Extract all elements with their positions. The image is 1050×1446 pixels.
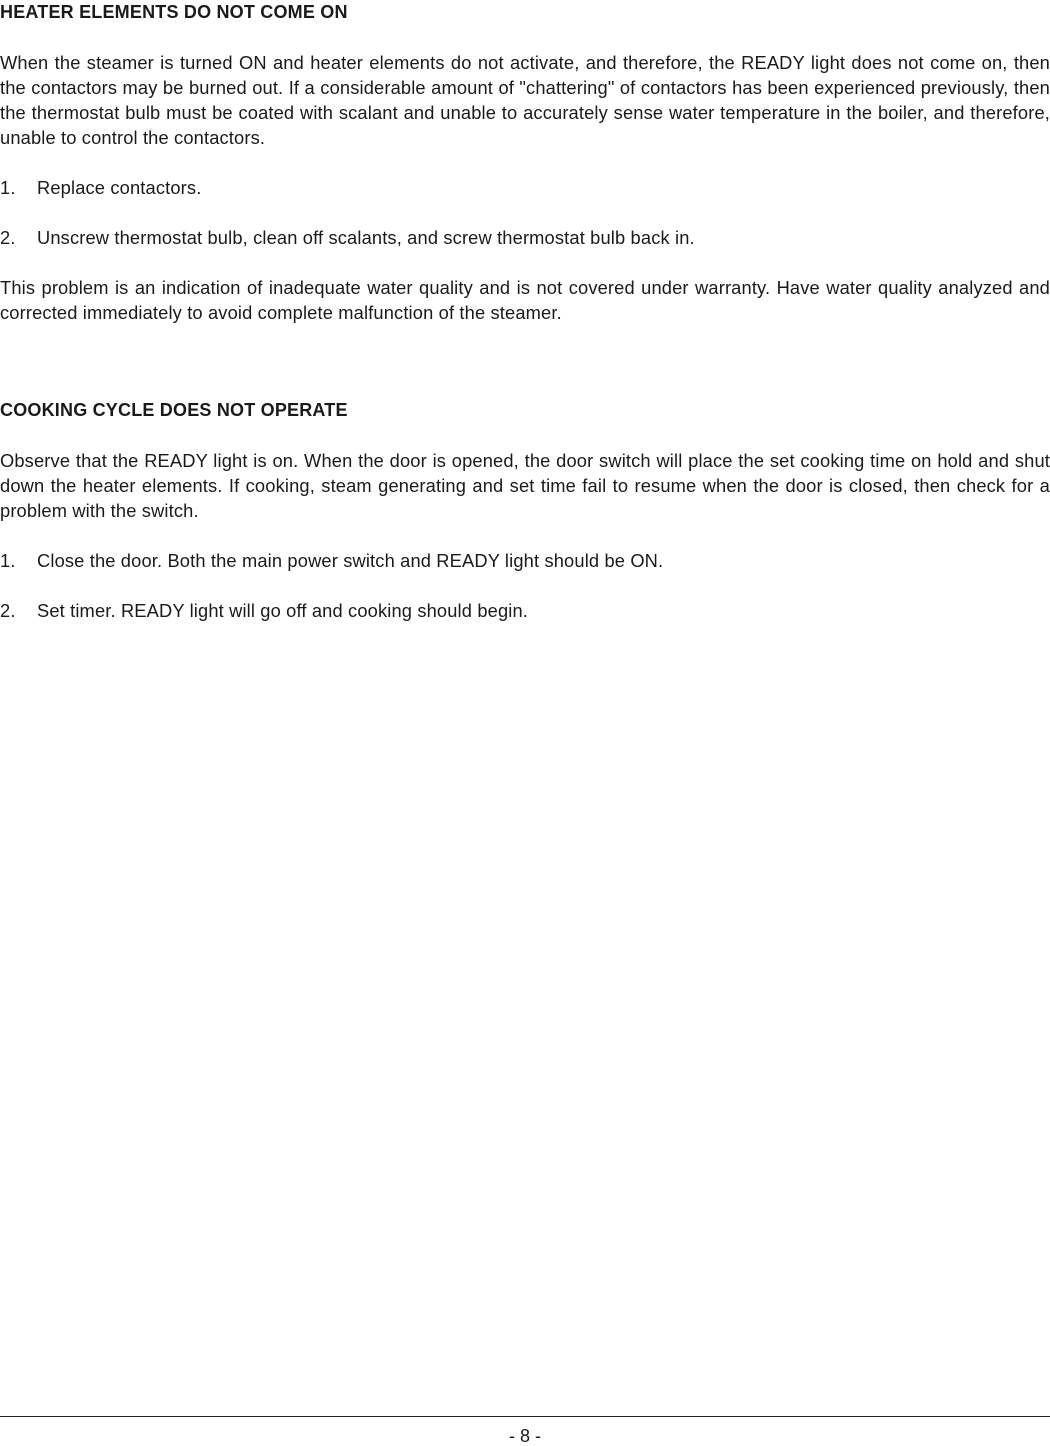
list-item-number: 1.: [0, 550, 16, 571]
list-item: [0, 598, 1050, 623]
list-item-text: Close the door. Both the main power switch and READY light should be ON.: [37, 550, 664, 571]
section-intro-paragraph: When the steamer is turned ON and heater elements do not activate, and therefore, the READY light does not come on, then the contactors may be burned out. If a considerable amount of "chattering" of contactors has been experienced previously, then the thermostat bulb must be coated with scalant and unable to accurately sense water temperature in the boiler, and therefore, unable to control the contactors.: [0, 52, 1050, 148]
list-item-text: Unscrew thermostat bulb, clean off scalants, and screw thermostat bulb back in.: [37, 227, 695, 248]
section-heater-elements: [0, 0, 1050, 325]
list-item-text: Replace contactors.: [37, 177, 202, 198]
section-cooking-cycle: [0, 398, 1050, 623]
footer-divider: [0, 1416, 1050, 1417]
list-item: [0, 548, 1050, 573]
list-item-text: Set timer. READY light will go off and cooking should begin.: [37, 600, 529, 621]
page-number: - 8 -: [508, 1426, 541, 1446]
list-item: [0, 175, 1050, 200]
list-item: [0, 225, 1050, 250]
section-heading: COOKING CYCLE DOES NOT OPERATE: [0, 400, 348, 420]
section-note-paragraph: This problem is an indication of inadequate water quality and is not covered under warranty. Have water quality analyzed and corrected immediately to avoid complete malfunction of the steamer.: [0, 277, 1050, 323]
section-heading: HEATER ELEMENTS DO NOT COME ON: [0, 2, 348, 22]
section-intro-paragraph: Observe that the READY light is on. When the door is opened, the door switch will place the set cooking time on hold and shut down the heater elements. If cooking, steam generating and set time fail to resume when the door is closed, then check for a problem with the switch.: [0, 450, 1050, 521]
list-item-number: 1.: [0, 177, 16, 198]
list-item-number: 2.: [0, 227, 16, 248]
list-item-number: 2.: [0, 600, 16, 621]
